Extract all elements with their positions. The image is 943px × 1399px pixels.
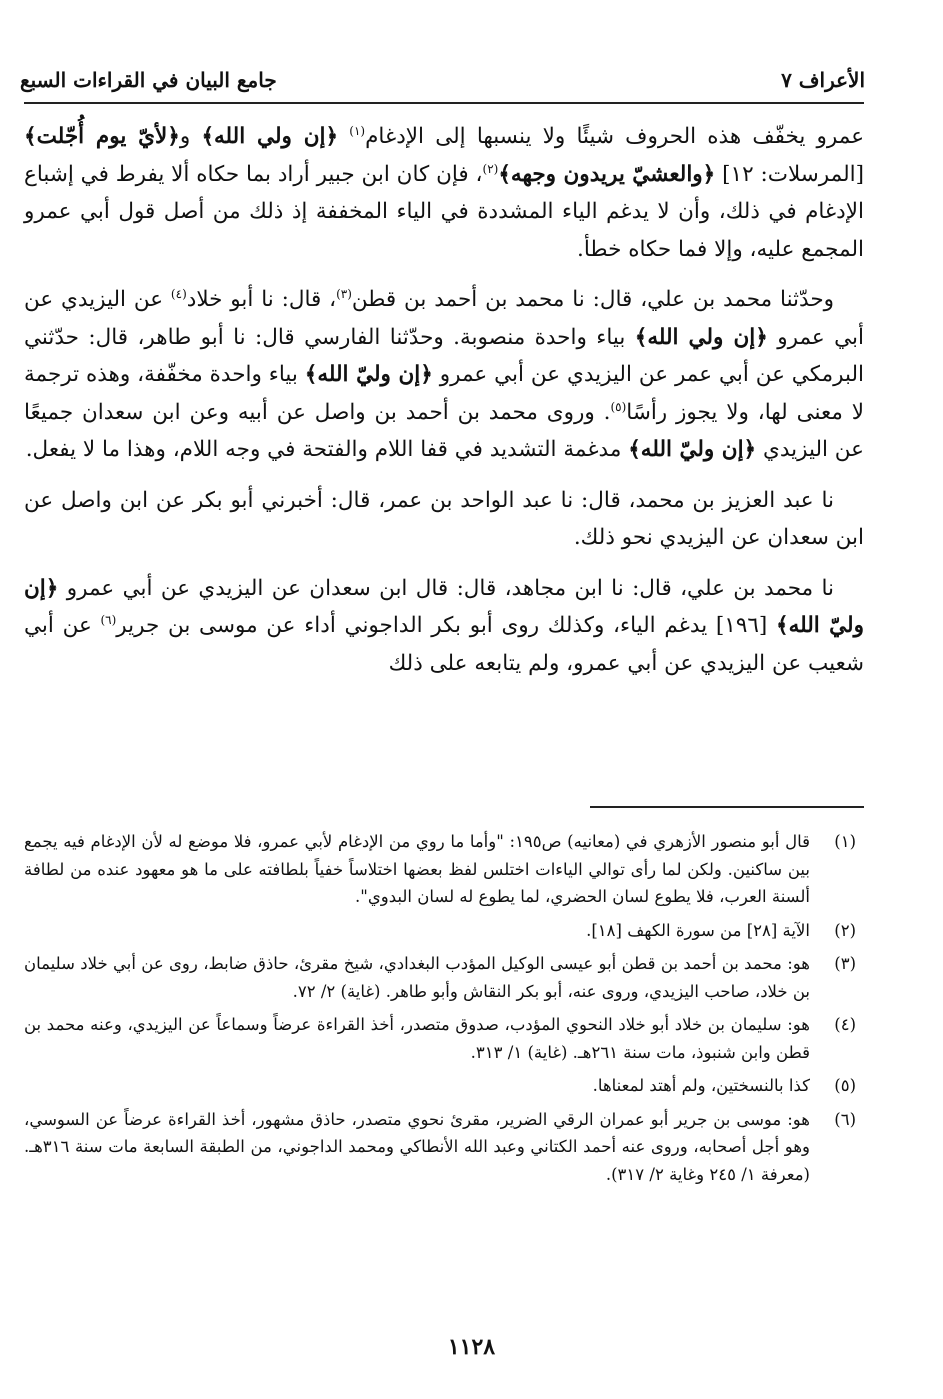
quran-quote: ﴿إن وليّ الله﴾ [24,575,864,638]
footnote-number: (٣) [834,954,856,973]
text-run: ، قال: نا أبو خلاد [186,287,337,312]
header-section: الأعراف ٧ [781,68,865,92]
footnote-ref: (٣) [336,286,352,301]
quran-quote: ﴿إن ولي الله﴾ [201,124,339,149]
header-rule [24,102,864,104]
text-run: بياء واحدة منصوبة. وحدّثنا الفارسي قال: نا أبو طاهر، قال: حدّثني البرمكي عن أبي عمر عن اليزيدي عن أبي عمرو [24,324,864,387]
footnote [24,1106,864,1189]
footnote-number: (٢) [834,920,856,940]
footnote-ref: (٤) [170,286,187,301]
footnote-text: هو: موسى بن جرير أبو عمران الرقي الضرير، مقرئ نحوي متصدر، حاذق مشهور، أخذ القراءة عرضاً عن السوسي، وهو أجل أصحابه، وروى عنه أحمد الكتاني وعبد الله الأنطاكي ومحمد الداجوني، من الطبقة السابعة مات سنة ٣١٦هـ. (معرفة ١/ ٢٤٥ وغاية ٢/ ٣١٧). [24,1109,810,1184]
quran-quote: ﴿إن ولي الله﴾ [634,324,768,350]
text-run: ، فإن كان ابن جبير أراد بما حكاه ألا يفرط في إشباع الإدغام في ذلك، وأن لا يدغم الياء المشددة في الياء المخففة إذ ذلك من أصل قول أبي عمرو المجمع عليه، وإلا فما حكاه خطأ. [23,161,864,262]
footnote [24,917,864,945]
text-run: وحدّثنا محمد بن علي، قال: نا محمد بن أحمد بن قطن [351,287,834,312]
running-header [20,62,865,102]
footnote [24,950,864,1005]
text-run: نا محمد بن علي، قال: نا ابن مجاهد، قال: قال ابن سعدان عن اليزيدي عن أبي عمرو [58,575,834,601]
text-run: . وروى محمد بن أحمد بن واصل عن أبيه وعن ابن سعدان جميعًا عن اليزيدي [24,399,864,462]
paragraph-4 [24,570,864,683]
quran-quote: ﴿والعشيّ يريدون وجهه﴾ [498,161,716,187]
text-run: عن أبي شعيب عن اليزيدي عن أبي عمرو، ولم يتابعه على ذلك [24,613,864,676]
footnote-number: (٦) [834,1109,856,1129]
footnote-text: قال أبو منصور الأزهري في (معانيه) ص١٩٥: "وأما ما روي من الإدغام لأبي عمرو، فلا موضع له لأن الإدغام فيه يجمع بين ساكنين. ولكن لما رأى توالي الياءات اختلس لفظ بعضها اختلاساً خفياً بلطافته على ما هو معهود عنده من لطافة ألسنة العرب، فلا يطوع لسان الحضري، لما يطوع له لسان البدوي". [24,832,810,906]
footnote [24,1072,864,1100]
footnotes [24,828,864,1194]
text-run: عمرو يخفّف هذه الحروف شيئًا ولا ينسبها إلى الإدغام [365,124,865,149]
footnote [24,1011,864,1066]
footnote-rule [590,806,864,808]
quran-quote: ﴿إن وليّ الله﴾ [304,362,433,387]
footnote-ref: (٢) [482,161,499,176]
footnote-text: هو: سليمان بن خلاد أبو خلاد النحوي المؤدب، صدوق متصدر، أخذ القراءة عرضاً وسماعاً عن اليزيدي، وعنه محمد بن قطن وابن شنبوذ، مات سنة ٢٦١هـ. (غاية) ١/ ٣١٣. [24,1015,810,1062]
main-text [24,118,864,682]
quran-quote: ﴿إن وليّ الله﴾ [628,437,757,462]
footnote-number: (٤) [834,1015,856,1034]
footnote-text: الآية [٢٨] من سورة الكهف [١٨]. [586,920,810,940]
text-run: بياء واحدة مخفّفة، وهذه ترجمة لا معنى لها، ولا يجوز رأسًا [24,362,864,425]
footnote-ref: (٦) [100,612,117,627]
footnote-text: كذا بالنسختين، ولم أهتد لمعناها. [592,1076,810,1095]
text-run: و [179,124,202,149]
text-run: [١٩٦] يدغم الياء، وكذلك روى أبو بكر الداجوني أداء عن موسى بن جرير [116,613,777,638]
header-book-title: جامع البيان في القراءات السبع [20,68,277,92]
text-run: مدغمة التشديد في قفا اللام والفتحة في وجه اللام، وهذا ما لا يفعل. [25,437,629,462]
footnote-ref: (١) [349,123,366,138]
quran-quote: ﴿لأيّ يوم أُجّلت﴾ [24,124,180,149]
text-run: عن اليزيدي عن أبي عمرو [24,287,864,350]
footnote-number: (١) [834,832,856,851]
footnote-number: (٥) [834,1076,856,1095]
paragraph-2 [24,281,864,469]
footnote-ref: (٥) [610,399,627,414]
paragraph-1 [24,118,864,268]
text-run: [المرسلات: ١٢] [715,161,864,187]
footnote [24,828,864,911]
page-number: ١١٢٨ [447,1334,496,1360]
paragraph-3: نا عبد العزيز بن محمد، قال: نا عبد الواحد بن عمر، قال: أخبرني أبو بكر عن ابن واصل عن ابن سعدان عن اليزيدي نحو ذلك. [24,487,864,550]
footnote-text: هو: محمد بن أحمد بن قطن أبو عيسى الوكيل المؤدب البغدادي، شيخ مقرئ، حاذق ضابط، روى عن أبي خلاد سليمان بن خلاد، صاحب اليزيدي، وروى عنه، أبو بكر النقاش وأبو طاهر. (غاية) ٢/ ٧٢. [24,954,810,1001]
